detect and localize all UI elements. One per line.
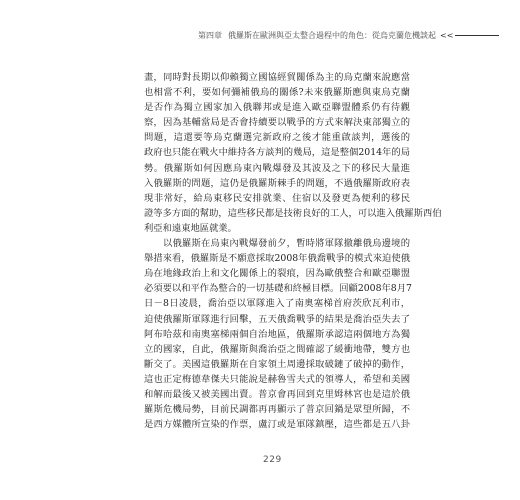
chapter-title: 俄羅斯在歐洲與亞太整合過程中的角色：從烏克蘭危機談起 (228, 30, 436, 40)
text-line: 這也正定梅德韋傑夫只能說是赫魯雪夫式的領導人，希望和美國 (144, 373, 410, 385)
text-line: 是西方媒體所宣染的作票，盧汀或是軍隊鎮壓，這些都是五八卦 (144, 419, 410, 431)
text-line: 問題，這還要等烏克蘭選完新政府之後才能重啟談判，選後的 (144, 132, 410, 144)
text-line: 也相當不利，要如何彌補俄烏的關係?未來俄羅斯應與東烏克蘭 (144, 87, 410, 99)
text-line: 阿布哈茲和南奧塞梯兩個自治地區，俄羅斯承認這兩個地方為獨 (144, 328, 410, 340)
text-line: 和解而最後又被美國出賣。普京會再回到克里姆林宮也是這於俄 (144, 388, 410, 400)
text-line: 立的國家，自此，俄羅斯與喬治亞之間確認了緩衝地帶，雙方也 (144, 343, 410, 355)
text-line: 現非常好，給烏東移民安排就業、住宿以及發更為便利的移民 (144, 192, 410, 204)
text-line: 日－8日凌晨，喬治亞以軍隊進入了南奧塞梯首府茨欣瓦利市， (144, 298, 410, 310)
chapter-label: 第四章 (198, 30, 222, 40)
paragraph-1 (144, 70, 442, 236)
double-chevron-icon: << (440, 30, 454, 40)
header-rule (455, 35, 499, 36)
running-header (198, 27, 498, 43)
text-line: 必須要以和平作為整合的一切基礎和終極目標。回顧2008年8月7 (144, 283, 412, 295)
text-line: 畫，同時對長期以仰賴獨立國協經貿關係為主的烏克蘭來說應當 (144, 72, 410, 83)
text-line: 迫使俄羅斯軍隊進行回擊，五天俄喬戰爭的結果是喬治亞失去了 (144, 313, 410, 325)
text-line: 政府也只能在戰火中維持各方談判的幾局，這是整個2014年的局 (144, 147, 410, 159)
text-line: 羅斯危機局勢，目前民調都再再顯示了普京回鍋是眾望所歸，不 (144, 404, 410, 416)
paragraph-2 (144, 236, 410, 432)
text-line: 利亞和遠東地區就業。 (144, 222, 237, 234)
text-line: 勢。俄羅斯如何因應烏東內戰爆發及其波及之下的移民大量進 (144, 162, 410, 174)
text-line: 以俄羅斯在烏東內戰爆發前夕，暫時將軍隊撤離俄烏邊境的 (163, 238, 410, 250)
text-line: 舉措來看，俄羅斯是不願意採取2008年俄喬戰爭的模式來迫使俄 (144, 253, 410, 265)
text-line: 入俄羅斯的問題，這仍是俄羅斯棘手的問題，不過俄羅斯政府表 (144, 177, 410, 189)
text-line: 察，因為基輔當局是否會持續要以戰爭的方式來解決東部獨立的 (144, 117, 410, 129)
body-text (144, 70, 442, 432)
text-line: 烏在地緣政治上和文化關係上的裂痕，因為歐俄整合和歐亞聯盟 (144, 268, 410, 280)
text-line: 斷交了。美國這俄羅斯在自家領土周邊採取破鏈了破掉的動作， (144, 358, 410, 370)
page-number: 229 (263, 455, 282, 465)
text-line: 證等多方面的幫助，這些移民都是技術良好的工人，可以進入俄羅斯西伯 (144, 207, 442, 219)
text-line: 是否作為獨立國家加入俄聯邦或是進入歐亞聯盟體系仍有待觀 (144, 102, 410, 114)
